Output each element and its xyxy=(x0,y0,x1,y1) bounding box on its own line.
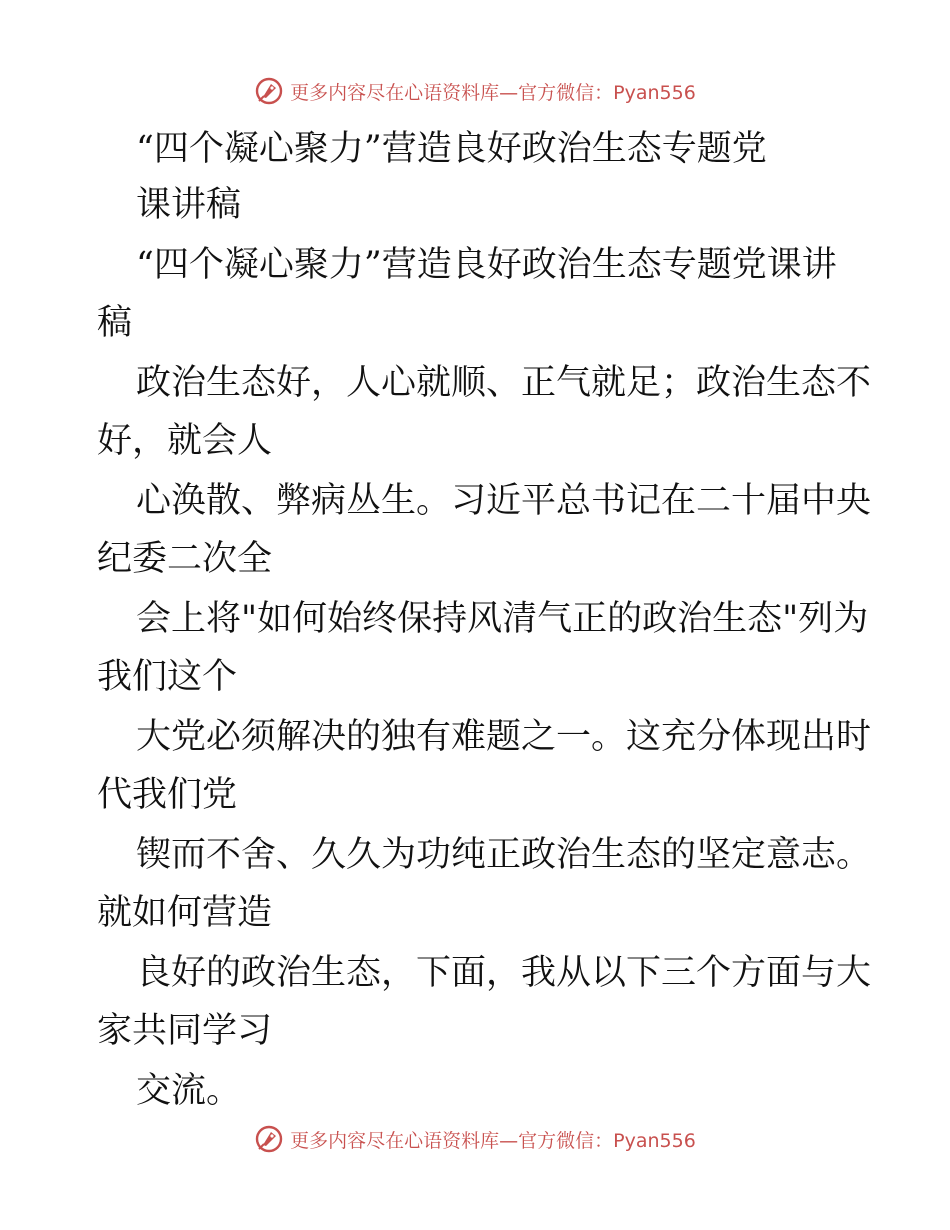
watermark-text: 更多内容尽在心语资料库—官方微信：Pyan556 xyxy=(290,81,696,104)
text-line: 好，就会人 xyxy=(97,421,273,461)
watermark-text: 更多内容尽在心语资料库—官方微信：Pyan556 xyxy=(290,1129,696,1152)
text-line: 大党必须解决的独有难题之一。这充分体现出时 xyxy=(136,717,872,757)
footer-watermark xyxy=(0,1119,950,1159)
header-watermark xyxy=(0,71,950,111)
title-line-1: “四个凝心聚力”营造良好政治生态专题党 xyxy=(136,129,767,169)
text-line: 纪委二次全 xyxy=(97,539,273,579)
text-line: 家共同学习 xyxy=(97,1011,273,1051)
text-line: 代我们党 xyxy=(97,775,238,815)
pen-nib-logo-icon xyxy=(254,76,284,106)
text-line: 交流。 xyxy=(136,1071,242,1111)
title-line-2: 课讲稿 xyxy=(136,185,242,225)
text-line: 我们这个 xyxy=(97,657,238,697)
text-line: 政治生态好，人心就顺、正气就足；政治生态不 xyxy=(136,363,872,403)
text-line: 就如何营造 xyxy=(97,893,273,933)
text-line: 稿 xyxy=(97,303,133,343)
text-line: 心涣散、弊病丛生。习近平总书记在二十届中央 xyxy=(136,481,872,521)
pen-nib-logo-icon xyxy=(254,1124,284,1154)
text-line: 锲而不舍、久久为功纯正政治生态的坚定意志。 xyxy=(136,835,872,875)
text-line: “四个凝心聚力”营造良好政治生态专题党课讲 xyxy=(136,245,837,285)
text-line: 良好的政治生态，下面，我从以下三个方面与大 xyxy=(136,953,872,993)
text-line: 会上将"如何始终保持风清气正的政治生态"列为 xyxy=(136,599,869,639)
